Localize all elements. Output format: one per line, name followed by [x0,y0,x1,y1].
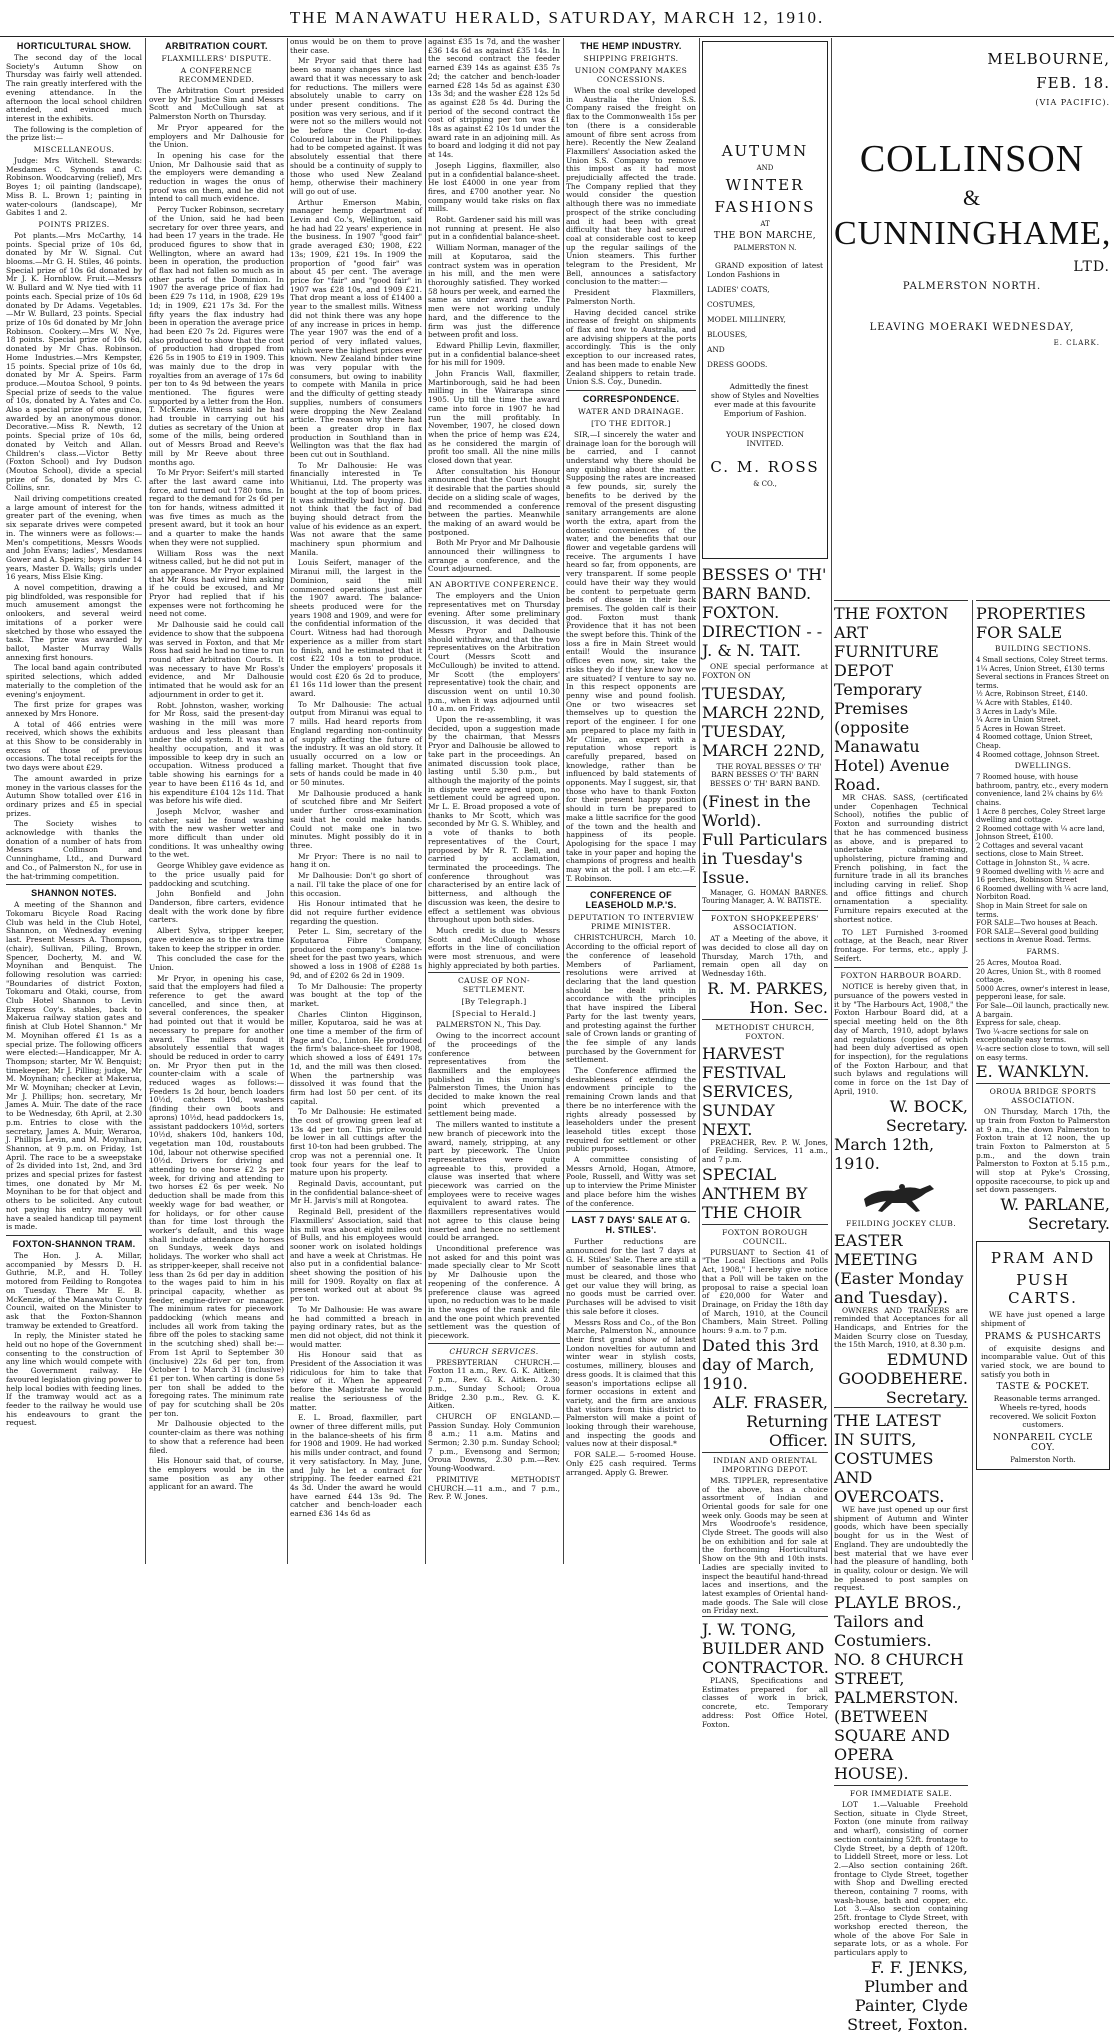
article-paragraph: His Honour said that, of course, the employers would be in the same position as any other applicant for an award. The [149,1456,284,1492]
article-paragraph: Mr Dalhousie: Don't go short of a nail. I'll take the place of one for this occasion. [290,871,422,898]
ad-headline: J. W. TONG, [702,1616,828,1639]
list-item: For Sale—Oil launch, practically new. A bargain. [976,1001,1110,1019]
ad-text: ALF. FRASER, Returning Officer. [712,1392,828,1450]
article-paragraph: Joseph McIvor, washer and catcher, said he found washing with the new washer wetter and more difficult than under old conditions. It was unhealthy owing to the wet. [149,806,284,860]
ad-text: DIRECTION - - J. & N. TAIT. [702,622,823,661]
ad-text: F. F. JENKS, Plumber and Painter, Clyde Street, Foxton. [847,1957,968,2034]
ad-text: E. CLARK. [1053,339,1100,347]
list-item: Express for sale, cheap. [976,1019,1061,1028]
article-paragraph: Louis Seifert, manager of the Miranui mill, the largest in the Dominion, said the mill commenced operations just after the 1907 award. The balance-sheets produced were for the years 1908 and 1909, and were for the confidential information of the Court. Witness had had thorough experience as a miller from start to finish, and he estimated that it cost £22 10s a ton to produce. Under the employers' proposals it would cost £20 6s 2d to produce, £1 16s 11d lower than the present award. [290,558,422,699]
ad-text: AND [756,164,774,172]
article-paragraph: Both Mr Pryor and Mr Dalhousie announced their willingness to arrange a conference, and the Court adjourned. [428,538,560,574]
article-paragraph: Reginald Davis, accountant, put in the confidential balance-sheet of Mr H. Jarvis's mill at Rongotea. [290,1179,423,1206]
ad-text: MRS. TIPPLER, representative of the above, has a choice assortment of Indian and Oriental goods for sale for one week only. Goods may be seen at Mrs Woodroofe's residence, Clyde Street. The goods will also be on exhibition and for sale at the forthcoming Horticultural Show on the 9th and 10th insts. Ladies are specially invited to inspect the beautiful hand-thread laces and insertions, and the latest examples of Oriental hand-made goods. The Sale will close on Friday next. [702,1475,828,1616]
ad-text: FEB. 18. [1036,74,1110,92]
ad-text: (Finest in the World). [702,791,811,830]
heading-hemp-industry: THE HEMP INDUSTRY. [580,41,682,51]
masthead: THE MANAWATU HERALD, SATURDAY, MARCH 12, 1910. [0,0,1114,37]
article-paragraph: Upon the re-assembling, it was decided, upon a suggestion made by the chairman, that Messrs Pryor and Dalhousie be allowed to take part in the proceedings. An animated discussion took place, lasting until 5.30 p.m., but although the majority of the points in dispute were agreed upon, no settlement could be agreed upon. Mr L. E. Broad proposed a vote of thanks to Mr Scott, which was seconded by Mr G. S. Whibley, and a vote of thanks to both representatives of the Court, proposed by Mr R. T. Bell, and carried by acclamation, terminated the proceedings. The conference throughout was characterised by an entire lack of bitterness, and although the discussion was keen, the desire to effect a settlement was obvious throughout upon both sides. [428,715,560,925]
ad-headline: FEILDING JOCKEY CLUB. [845,1218,957,1228]
column-2 [149,38,284,1558]
ad-text: TUESDAY, MARCH 22ND, [702,683,825,722]
article-paragraph: CHURCH OF ENGLAND.—Passion Sunday. Holy Communion 8 a.m.; 11 a.m. Matins and Sermon; 2.30 p.m. Sunday School; 7 p.m., Evensong and Sermon; Oroua Downs, 2.30 p.m.—Rev. Young-Woodward. [428,1411,560,1474]
article-paragraph: John Francis Wall, flaxmiller, Martinborough, said he had been milling in the Wairarapa since 1905. Up till the time the award came into force in 1907 he had run the mill profitably. In November, 1907, he closed down when the price of hemp was £24, as he considered the margin of profit too small. All the nine mills closed down that year. [428,369,560,466]
ad-text: AT [760,220,770,228]
column-4 [428,38,560,1558]
ad-line: DRESS GOODS. [707,360,768,370]
column-rule [831,38,832,1564]
list-item: 1¼ Acres, Union Street, £130 terms [976,664,1105,673]
racehorse-icon [856,1177,946,1215]
ad-text: BUILDER AND CONTRACTOR. [702,1639,829,1678]
ad-text: Temporary Premises (opposite Manawatu Hotel) Avenue Road. [834,680,950,794]
article-paragraph: To Mr Pryor: Seifert's mill started after the last award came into force, and turned out 1780 tons. In regard to the demand for 2s 6d per ton for hands, witness admitted it was five times as much as the present award, but it took an hour and a quarter to make the hands when they were not supplied. [149,468,284,547]
ad-headline: C. M. ROSS [710,458,820,477]
ad-text: PALMERSTON NORTH. [902,281,1042,292]
list-item: 25 Acres, Moutoa Road. [976,959,1062,967]
ad-headline: TASTE & POCKET. [996,1382,1090,1393]
list-item: 4 Roomed cottage, Johnson Street. [976,750,1100,759]
heading-foxton-shannon-tram: FOXTON-SHANNON TRAM. [6,1235,142,1249]
ad-text: TUESDAY, MARCH 22ND, [702,721,825,760]
ad-text: ON Thursday, March 17th, the up train from Foxton to Palmerston at 9 a.m., the down Palmerston to Foxton train at 12 noon, the up train Foxton to Palmerston at 5 p.m., and the down train Palmerston to Foxton at 5.15 p.m., will stop at Pyke's Crossing, opposite racecourse, to pick up and set down passengers. [976,1107,1110,1195]
ad-headline: AUTUMN [721,142,809,160]
article-paragraph: John Bonfield and John Danderson, fibre carters, evidence dealt with the work done by fibre carters. [149,889,284,925]
article-paragraph: To Mr Dalhousie: The actual output from Miranui was equal to 7 mills. Had heard reports from England regarding non-continuity of supply affecting the future of the industry. It was an old story. It usually occurred on a low or falling market. Thought that five sets of hands could be made in 40 or 50 minutes. [290,699,422,788]
article-paragraph: After consultation his Honour announced that the Court thought it desirable that the parties should decide on a sliding scale of wages, and recommended a conference between the parties. Meanwhile the making of an award would be postponed. [428,466,560,537]
list-item: 6 Roomed dwelling with ¼ acre land, Norbiton Road. [976,884,1109,902]
ad-text: NOTICE is hereby given that, in pursuance of the powers vested in it by "The Harbours Act, 1908," the Foxton Harbour Board did, at a special meeting held on the 8th day of March, 1910, adopt bylaws and regulations (copies of which had been duly advertised as open for inspection), for the regulations of the Foxton Harbour, and that such bylaws and regulations will come in force on the 1st Day of April, 1910. [834,982,968,1096]
article-paragraph: Unconditional preference was not asked for and this point was made specially clear to Mr Scott by Mr Dalhousie upon the reopening of the conference. A preference clause was agreed upon, no reduction was to be made in the wages of the rank and file and the one point which prevented settlement was the question of piecework. [428,1244,561,1341]
ad-text: OWNERS AND TRAINERS are reminded that Acceptances for all Handicaps, and Entries for the Maiden Scurry close on Tuesday, the 15th March, 1910, at 8.30 p.m. [834,1305,968,1350]
list-item: FOR SALE—Two houses at Beach. [976,919,1098,928]
list-item: 1 Acre 8 perches, Coley Street large dwelling and cottage. [976,807,1106,825]
ad-text: FOXTON. [702,603,780,623]
heading-correspondence: CORRESPONDENCE. [566,390,696,404]
article-paragraph: Mr Pryor said that there had been so many changes since last award that it was necessary to ask for reductions. The millers were absolutely unable to carry on under present conditions. The position was very serious, and if it were not so the millers would not be before the Court to-day. Coloured labour in the Philippines had to be competed against. It was absolutely essential that there should be a continuity of supply to those who used New Zealand hemp, otherwise their machinery will go out of use. [290,56,422,196]
ad-headline: CUNNINGHAME, [834,215,1112,252]
ad-headline: FOXTON SHOPKEEPERS' ASSOCIATION. [702,910,828,932]
ad-text: MELBOURNE, [987,50,1110,68]
column-rule [563,38,564,1564]
column-6-ads [702,38,829,1729]
list-item: 20 Acres, Union St., with 8 roomed cottage. [976,967,1102,985]
ad-line: COSTUMES, [707,300,756,310]
ad-headline: PRAM AND [990,1249,1096,1268]
list-item: Several sections in Frances Street on terms. [976,673,1110,690]
ad-line: AND [707,345,725,355]
article-paragraph: PRIMITIVE METHODIST CHURCH.—11 a.m., and 7 p.m., Rev. P. W. Jones. [428,1474,560,1502]
ad-text: PREACHER, Rev. P. W. Jones, of Feilding. Services, 11 a.m., and 7 p.m. [702,1137,828,1165]
ad-text: & CO., [753,480,777,489]
ad-bon-marche [702,41,828,559]
list-item: Cottage in Johnston St., ¼ acre. [976,859,1090,868]
subheading: FLAXMILLERS' DISPUTE. [161,54,272,63]
article-paragraph: Mr Dalhousie objected to the counter-claim as there was nothing to show that a reference had been filed. [149,1419,284,1455]
article-paragraph: William Norman, manager of the mill at Koputaroa, said the contract system was in operation in his mill, and the men were thoroughly satisfied. They worked 58 hours per week, and earned the same as under award rate. The men were not working unduly hard, and the difference to the firm was just the difference between profit and loss. [428,243,560,340]
subheading: [TO THE EDITOR.] [591,418,671,428]
ad-headline: PRAMS & PUSHCARTS [984,1331,1102,1342]
ad-text: W. PARLANE, Secretary. [1000,1195,1110,1234]
ad-text: Full Particulars in Tuesday's Issue. [702,829,828,887]
ad-headline: PROPERTIES FOR SALE [976,600,1110,642]
article-paragraph: Charles Clinton Higginson, miller, Koputaroa, said he was at one time a member of the firm of Page and Co., Linton. He produced the firm's balance-sheet for 1908, which showed a loss of £491 17s 1d, and the mill was then closed. When the partnership was dissolved it was found that the firm had lost 50 per cent. of its capital. [290,1009,422,1106]
list-item: 7 Roomed house, with house bathroom, pantry, etc., every modern convenience, land 2¼ chains by 6½ chains. [976,773,1109,807]
article-paragraph: Owing to the incorrect account of the proceedings of the conference between representatives from the flaxmillers and the employees published in this morning's Palmerston Times, the Union has decided to make known the real point which prevented a settlement being made. [428,1031,560,1119]
ad-text: IN SUITS, COSTUMES AND OVERCOATS. [834,1430,945,1507]
ad-line: LADIES' COATS, [707,285,770,295]
article-paragraph: Much credit is due to Messrs Scott and McCullough whose efforts in the line of conciliation were most strenuous, and were highly appreciated by both parties. [428,925,560,970]
ad-headline: INDIAN AND ORIENTAL IMPORTING DEPOT. [702,1452,828,1474]
list-item: ½ Acre, Robinson Street, £140. [976,690,1088,699]
ad-text: (VIA PACIFIC). [1035,98,1110,107]
article-paragraph: PALMERSTON N., This Day. [436,1020,542,1030]
ad-text: (BETWEEN SQUARE AND OPERA HOUSE). [834,1707,950,1784]
ad-headline: PLAYLE BROS., [834,1593,962,1613]
ad-headline: THE LATEST [834,1407,968,1430]
article-paragraph: The second day of the local Society's Autumn Show on Thursday was fairly well attended. The rain greatly interfered with the evening attendance. In the afternoon the local school children attended, and evinced much interest in the exhibits. [6,53,142,123]
ad-text: ONE special performance at FOXTON ON [702,662,828,680]
article-paragraph: The amount awarded in prize money in the various classes for the Autumn Show totalled over £16 in ordinary prizes and £5 in special prizes. [6,773,142,818]
heading-leasehold-conference: CONFERENCE OF LEASEHOLD M.P.'S. [566,886,696,910]
subheading: POINTS PRIZES. [38,219,110,229]
article-paragraph: Mr Dalhousie said he could call evidence to show that the subpoena was served in Foxton, and that Mr Ross had said he had no time to run round after Arbitration Courts. It was necessary to have Mr Ross's evidence, and Mr Dalhousie intimated that he would ask for an adjournment in order to get it. [149,620,285,699]
list-item: 2 Cottages and several vacant sections, close to Main Street. [976,841,1084,859]
article-paragraph: Mr Dalhousie produced a hank of scutched fibre and Mr Seifert under further cross-examination said that he could make hands. Could not make one in two minutes. Might possibly do it in three. [290,788,422,850]
article-paragraph: President Flaxmillers, Palmerston North. [566,288,696,306]
article-paragraph: Further reductions are announced for the last 7 days at G. H. Stiles' Sale. There are still a number of seasonable lines that must be cleared, and those who get our value they will bring, as no goods must be carried over. Purchases will be advised to visit this sale before it closes. [566,1237,696,1316]
ad-headline: BESSES O' TH' BARN BAND. [702,565,827,604]
subheading: [Special to Herald.] [452,1009,536,1019]
ad-text: R. M. PARKES, Hon. Sec. [707,978,828,1017]
article-paragraph: A total of 466 entries were received, which shows the exhibits at this Show to be considerably in excess of those of previous occasions. The total receipts for the two days were about £29. [6,719,142,773]
article-paragraph: The millers wanted to institute a new branch of piecework into the award, namely, stripping, at any part by piecework. The Union representatives were quite agreeable to this, provided a clause was inserted that where piecework was carried on the employees were to receive wages equivalent to award rates. The flaxmillers representatives would not agree to this clause being inserted and hence no settlement could be arranged. [428,1120,560,1243]
heading-arbitration-court: ARBITRATION COURT. [165,41,268,51]
column-8-ads [972,600,1110,1560]
ad-headline: PUSH CARTS. [1008,1271,1078,1308]
article-paragraph: Pot plants.—Mrs McCarthy, 14 points. Special prize of 10s 6d, donated by Mr W. Signal. Cut blooms.—Mr G. H. Stiles, 46 points. Special prize of 10s 6d donated by Mr J. K. Hornblow. Fruit.—Messrs W. Bullard and W. Nye tied with 11 points each. Special prize of 10s 6d donated by Dr Adams. Vegetables.—Mr W. Bullard, 23 points. Special prize of 10s 6d donated by Mr John Robinson. Cookery.—Mrs W. Nye, 18 points. Special prize of 10s 6d, donated by Mr Chas. Robinson. Home Industries.—Mrs Kempster, 15 points. Special prize of 10s 6d, donated by Mr A. Speirs. Farm produce.—Moutoa School, 9 points. Special prize of seeds to the value of 10s, donated by A. Yates and Co. Also a special prize of one guinea, awarded by an anonymous donor. Decorative.—Miss R. Newth, 12 points. Special prize of 10s 6d, donated by Veitch and Allan. Children's class.—Victor Betty (Foxton School) and Ivy Dudson (Moutoa School), divide a special prize of 5s, donated by Mrs C. Collins, snr. [6,230,142,493]
article-paragraph: The local band again contributed spirited selections, which added materially to the completion of the evening's enjoyment. [6,663,142,699]
column-rule [287,38,288,1564]
list-item: ¼ Acre with Stables, £140. [976,698,1073,707]
ad-text: LOT 1.—Valuable Freehold Section, situate in Clyde Street, Foxton (one minute from railway and wharf), consisting of corner section containing 52ft. frontage to Clyde Street, by a depth of 120ft. to Liddell Street, more or less. Lot 2.—Also section containing 26ft. frontage to Clyde Street, together with Shop and Dwelling erected thereon, containing 7 rooms, with wash-house, bath and copper, etc. Lot 3.—Also section containing 25ft. frontage to Clyde Street, with workshop erected thereon, the whole of the above For Sale in separate lots, or as a whole. For particulars apply to [834,1800,968,1957]
subheading: [By Telegraph.] [461,997,527,1007]
column-rule [699,38,700,1564]
ad-text: AT a Meeting of the above, it was decided to close all day on Thursday, March 17th, and remain open all day on Wednesday 16th. [702,934,828,978]
article-paragraph: PRESBYTERIAN CHURCH.—Foxton 11 a.m., Rev. G. K. Aitken; 7 p.m., Rev. G. K. Aitken. 2.30 p.m., Sunday School; Oroua Bridge 2.30 p.m., Rev. G. K. Aitken. [428,1357,560,1411]
ad-text: TO LET Furnished 3-roomed cottage, at the Beach, near River frontage. For terms, etc., apply J. Seifert. [834,927,968,963]
list-item: 5 Acres in Howan Street. [976,724,1066,733]
subheading: A CONFERENCE RECOMMENDED. [178,66,255,84]
ad-text: EDMUND GOODBEHERE. Secretary. [838,1350,968,1408]
ad-text: LEAVING MOERAKI WEDNESDAY, [869,322,1075,333]
list-item: 4 Roomed cottage, Union Street, Cheap. [976,733,1093,750]
ad-text: PALMERSTON N. [733,244,797,252]
ad-text: of exquisite designs and incomparable value. Out of this varied stock, we are bound to satisfy you both in [981,1343,1105,1379]
article-paragraph: CHRISTCHURCH, March 10. According to the official report of the conference of leasehold Members of Parliament, resolutions were arrived at declaring that the land question should be dealt with in accordance with the principles that have inspired the Liberal Party for the last twenty years, and protesting against the further sale of Crown lands or granting of the fee simple of any lands purchased by the Government for settlement. [566,933,696,1065]
list-item: Shop in Main Street for sale on terms. [976,902,1088,919]
list-item: 3 Acres in Lady's Mile. [976,707,1057,716]
article-paragraph: When the coal strike developed in Australia the Union S.S. Company raised the freight on flax to the Commonwealth 15s per ton (there is a considerable amount of fibre sent across from here). Recently the New Zealand Flaxmillers' Association asked the Union S.S. Company to remove this impost as it had most prejudicially affected the trade. The Company replied that they would consider the question although there was no immediate prospect of the strike concluding and it had been with great difficulty that they had secured coal at considerable cost to keep up the regular sailings of the Union steamers. This further telegram to the President, Mr Bell, announces a satisfactory conclusion to the matter:— [566,86,696,287]
ad-text: WE have just opened a large shipment of [981,1310,1105,1328]
ad-headline: FOXTON BOROUGH COUNCIL. [702,1224,828,1246]
ad-text: PURSUANT to Section 41 of "The Local Elections and Polls Act, 1908," I hereby give notice that a Poll will be taken on the proposal to raise a special loan of £20,000 for Water and Drainage, on Friday the 18th day of March, 1910, at the Council Chambers, Main Street. Polling hours: 9 a.m. to 7 p.m. [702,1247,828,1336]
ad-prams [976,1241,1110,1470]
ad-headline: & [962,185,982,210]
ad-line: BLOUSES, [707,330,748,340]
article-paragraph: A meeting of the Shannon and Tokomaru Bicycle Road Racing Club was held in the Club Hotel, Shannon, on Wednesday evening last. Present Messrs A. Thompson, (chair), Sullivan, Pilling, Brown, Spencer, Docherty, M. and W. Moynihan and Benquist. The following resolution was carried: "Boundaries of district Foxton, Tokomaru and Otaki, course, from Club Hotel Shannon to Levin Express Coy's. stables, back to Makerua railway station gates and finish at Club Hotel Shannon." Mr M. Moynihan offered £1 1s as a special prize. The following officers were elected:—Handicapper, Mr A. Thompson; starter, Mr W. Benquist; timekeeper, Mr J. Pilling; judge, Mr M. Moynihan; checker at Makerua, Mr W. Moynihan; checker at Levin, Mr J. Phillips; hon. secretary, Mr James A. Muir. The date of the race to be Wednesday, 6th April, at 2.30 p.m. Entries to close with the secretary, James A. Muir, Weraroa, J. Phillips Levin, and M. Moynihan, Shannon, at 9 p.m. on Friday, 1st April. The race to be a sweepstake of 2s divided into 1st, 2nd, and 3rd prizes and special prizes for fastest times, one donated by Mr M. Moynihan to be for that object and others to be solicited. Any cutout not paying his entry money will have a sealed handicap till payment is made. [6,900,142,1232]
article-paragraph: Nail driving competitions created a large amount of interest for the greater part of the evening, when six separate drives were competed in. The winners were as follows:—Men's competitions, Messrs Woods and John Evans; ladies', Mesdames Gower and A. Speirs; boys under 14 years, Master D. Walls; girls under 16 years, Miss Elsie King. [6,494,142,582]
article-paragraph: Mr Pryor, in opening his case, said that the employers had filed a reference to get the award cancelled, and since then, at several conferences, the speaker had pointed out that it would be necessary to prepare for another award. The millers found it absolutely essential that wages should be reduced in order to carry on. Mr Pryor then put in the counter-claim with a scale of reduced wages as follows:— Feeders 1s 2d hour, bench loaders 10½d, catchers 10d, washers (finding their own boots and aprons) 10½d, head paddockers 1s, assistant paddockers 10½d, sorters 10½d, shakers 10d, hankers 10d, vegetation man 10d, roustabouts 10d, labour not otherwise specified 10½d. Drivers for driving and attending to one horse £2 2s per week, for driving and attending to two horses £2 6s per week. No deduction shall be made from this weekly wage for bad weather, or for holidays, or for other cause than for time lost through the worker's default, and this wage shall include attendance to horses on Sundays, week days and holidays. The worker who shall act as stripper-keeper, shall receive not less than 2s 6d per day in addition to the wages paid to him in his principal capacity, whether as feeder, engine-driver or manager. The minimum rates for piecework paddocking (which means and includes all work from taking the fibre off the poles to stacking same in the scutching shed) shall be:—From 1st April to September 30 (inclusive) 22s 6d per ton, from October 1 to March 31 (inclusive) £1 per ton. When carting is done 5s per ton shall be added to the foregoing rates. The minimum rate of pay for scutching shall be 20s per ton. [149,973,284,1418]
article-paragraph: In reply, the Minister stated he held out no hope of the Government consenting to the construction of any line which would compete with the Government railway. He favoured legislation giving power to help local bodies with feeding lines. If the tramway would act as a feeder to the railway he would use his endeavours to grant the request. [6,1331,142,1428]
ad-headline: E. WANKLYN. [976,1062,1090,1082]
ad-text: Manager, G. HOMAN BARNES. Touring Manager, A. W. BATISTE. [702,888,828,906]
list-item: Two ¼-acre sections for sale on exceptionally easy terms. [976,1027,1089,1045]
ad-text: THE BON MARCHE, [713,231,817,241]
article-paragraph: E. L. Broad, flaxmiller, part owner of three different mills, put in the balance-sheets of his firm for 1908 and 1909. He had worked his mills under contract, and found it very satisfactory. In May, June, and July he let a contract for stripping. The feeder earned £21 4s 3d. Under the award he would have earned £44 13s 9d. The catcher and bench-loader each earned £36 14s 6d as [290,1413,422,1519]
ad-text: Admittedly the finest show of Styles and Novelties ever made at this favourite Emporium of Fashion. [711,382,819,418]
ad-collinson-cunninghame [834,38,1110,598]
article-paragraph: Edward Phillip Levin, flaxmiller, put in a confidential balance-sheet for his mill for 1909. [428,340,560,368]
subheading: MISCELLANEOUS. [33,145,115,155]
article-paragraph: William Ross was the next witness called, but he did not put in an appearance. Mr Pryor explained that Mr Ross had wired him asking if he could be excused, and Mr Pryor had replied that if his expenses were not forthcoming he need not come. [149,548,284,619]
ad-text: March 12th, 1910. [834,1134,935,1173]
article-paragraph: Having decided cancel strike increase of freight on shipments of flax and tow to Australia, and are advising shippers at the ports accordingly. This is the only exception to our increased rates, and has been made to enable New Zealand shippers to retain trade. Union S.S. Coy., Dunedin. [566,307,696,387]
article-paragraph: Arthur Emerson Mabin, manager hemp department of Levin and Co.'s, Wellington, said he had had 22 years' experience in the business. In 1907 "good fair" grade averaged £30; 1908, £22 13s; 1909, £21 19s. In 1909 the proportion of "good fair" was about 45 per cent. The average price for "fair" and "good fair" in 1907 was £28 10s, and 1909 £21. That drop meant a loss of £1400 a year to the smallest mills. Witness did not think there was any hope of any increase in prices in hemp. The year 1907 was the end of a period of very inflated values, which were the highest prices ever known. New Zealand binder twine was very popular with the consumers, but owing to inability to compete with Manila in price and the difficulty of getting steady supplies, numbers of consumers were dropping the New Zealand article. The reason why there had been a greater drop in flax production in Southland than in Wellington was that the flax had been cut out in Southland. [290,197,422,460]
ad-headline: COLLINSON [859,138,1085,180]
column-3 [290,38,422,1558]
article-paragraph: The Arbitration Court presided over by Mr Justice Sim and Messrs Scott and McCullough sat at Palmerston North on Thursday. [149,86,284,122]
article-paragraph: In opening his case for the Union, Mr Dalhousie said that as the employers were demanding a reduction in wages the onus of proof was on them, and he did not intend to call much evidence. [149,150,284,204]
article-paragraph: Percy Tucker Robinson, secretary of the Union, said he had been secretary for over three years, and had been 17 years in the trade. He produced figures to show that in Wellington, where an award had been in operation, the production of flax had not fallen so much as in other parts of the Dominion. In 1907 the average price of flax had been £29 7s 11d, in 1908, £29 19s 1d; in 1909, £21 17s 3d. For the fifty years the flax industry had been in operation the average price had been £20 7s 2d. Figures were also produced to show that the cost of production had dropped from £26 5s in 1905 to £19 in 1909. This was mainly due to the drop in royalties from an average of 17s 6d per ton to 4s 9d between the years mentioned. The figures were supported by a letter from the Hon. T. McKenzie. Witness said he had had trouble in carrying out his duties as secretary of the Union at some of the mills, being ordered out of Messrs Broad and Reeve's mill by Mr Reeve about three months ago. [149,205,284,467]
subheading: CHURCH SERVICES. [428,1343,560,1356]
article-paragraph: Reginald Bell, president of the Flaxmillers' Association, said that his mill was about eight miles out of Bulls, and his employees would sooner work on isolated holdings and have a week at Christmas. He also put in a confidential balance-sheet showing the position of his mill for 1909. Royalty on flax at present worked out at about 9s per ton. [290,1207,422,1304]
subheading: DEPUTATION TO INTERVIEW PRIME MINISTER. [567,913,695,932]
ad-text: EASTER MEETING (Easter Monday and Tuesday). [834,1230,964,1307]
ad-headline: DWELLINGS. [1014,761,1072,771]
column-rule [425,38,426,1564]
article-paragraph: onus would be on them to prove their case. [290,37,422,55]
subheading: CAUSE OF NON-SETTLEMENT. [428,972,560,994]
subheading: SHIPPING FREIGHTS. [583,54,679,63]
ad-text: THE ROYAL BESSES O' TH' BARN BESSES O' TH' BARN BESSES O' TH' BARN BAND. [709,761,822,789]
ad-headline: WINTER [725,176,805,194]
ad-headline: FASHIONS [714,198,816,216]
list-item: FOR SALE—Several good building sections in Avenue Road. Terms. [976,927,1099,945]
ad-headline: HARVEST FESTIVAL SERVICES, SUNDAY NEXT. [702,1043,794,1139]
article-paragraph: The Conference affirmed the desirableness of extending the endowment principle to the remaining Crown lands and that there be no interference with the rights already possessed by leaseholders under the present leasehold titles except those required for settlement or other public purposes. [566,1066,696,1154]
ad-headline: OROUA BRIDGE SPORTS ASSOCIATION. [976,1083,1110,1105]
article-paragraph: His Honour said that as President of the Association it was ridiculous for him to take that view of it. When he appeared before the Magistrate he would realise the seriousness of the matter. [290,1350,422,1412]
article-paragraph: Robt. Gardener said his mill was not running at present. He also put in a confidential balance-sheet. [428,215,560,242]
ad-text: SPECIAL ANTHEM BY THE CHOIR [702,1164,808,1222]
article-paragraph: A committee consisting of Messrs Arnold, Hogan, Atmore, Poole, Russell, and Witty was set up to interview the Prime Minister and place before him the wishes of the conference. [566,1155,696,1208]
list-item: 9 Roomed dwelling with ½ acre and 16 perches, Robinson Street [976,867,1105,885]
ad-text: Dated this 3rd day of March, 1910. [702,1335,819,1393]
ad-headline: METHODIST CHURCH, FOXTON. [702,1019,828,1041]
ad-text: LTD. [1073,259,1110,275]
article-paragraph: The following is the completion of the prize list:— [6,124,142,143]
list-item: 5000 Acres, owner's interest in lease, pepperoni lease, for sale. [976,984,1110,1002]
article-paragraph: To Mr Dalhousie: He estimated the cost of growing green leaf at 13s 4d per ton. This price would be lower in all cuttings after the first 10-ton had been grubbed. The crop was not a perennial one. It took four years for the leaf to mature upon his property. [290,1107,422,1178]
ad-headline: FOR IMMEDIATE SALE. [834,1785,968,1798]
heading-horticultural-show: HORTICULTURAL SHOW. [16,41,132,51]
ad-text: Palmerston North. [1010,1456,1076,1465]
ad-text: PLANS, Specifications and Estimates prepared for all classes of work in brick, concrete, etc. Temporary address: Post Office Hotel, Foxton. [702,1676,828,1729]
subheading: AN ABORTIVE CONFERENCE. [428,576,560,589]
article-paragraph: His Honour intimated that he did not require further evidence regarding the question. [290,899,422,926]
article-paragraph: Messrs Ross and Co., of the Bon Marche, Palmerston N., announce their first grand show of latest London novelties for autumn and winter wear in stylish costs, costumes, millinery, blouses and dress goods. It is claimed that this season's importations eclipse all former occasions in extent and variety, and the firm are anxious that visitors from this district to Palmerston will make a point of looking through their warehouse, and inspecting the goods and values now at their disposal.* [566,1317,696,1449]
column-rule [145,38,146,1564]
article-paragraph: Joseph Liggins, flaxmiller, also put in a confidential balance-sheet. He lost £4000 in one year from fires, and £700 another year. No company would take risks on flax mills. [428,160,560,214]
heading-stiles-sale: LAST 7 DAYS' SALE AT G. H. STILES'. [566,1211,696,1235]
ad-text: Reasonable terms arranged. Wheels re-tyred, hoods recovered. We solicit Foxton customers. [989,1394,1101,1430]
article-paragraph: This concluded the case for the Union. [149,954,284,972]
subheading: UNION COMPANY MAKES CONCESSIONS. [574,66,688,84]
article-paragraph: George Whibley gave evidence as to the price usually paid for paddocking and scutching. [149,861,284,888]
article-paragraph: Mr Pryor: There is no nail to hang it on. [290,851,422,870]
ad-headline: THE FOXTON ART FURNITURE DEPOT [834,600,968,680]
article-paragraph: The first prize for grapes was annexed by Mrs Honore. [6,700,142,718]
article-paragraph: Peter L. Sim, secretary of the Koputaroa Fibre Company, produced the company's balance-sheet for the past two years, which showed a loss in 1908 of £288 1s 9d, and of £202 6s 2d in 1909. [290,927,422,980]
ad-headline: BUILDING SECTIONS. [994,644,1092,653]
column-7-ads [834,600,968,2034]
list-item: ¼-acre section close to town, will sell on easy terms. [976,1044,1110,1062]
subheading: WATER AND DRAINAGE. [578,406,684,416]
list-item: ¼ Acre in Union Street. [976,716,1061,725]
column-5 [566,38,696,1558]
article-paragraph: FOR SALE.— 5-roomed House. Only £25 cash required. Terms arranged. Apply G. Brewer. [566,1450,696,1477]
article-paragraph: A novel competition, drawing a pig blindfolded, was responsible for much amusement amongst the onlookers, and several weird imitations of a porker were sketched by those who essayed the task. The prize was awarded by ballot, Master Murray Walls annexing first honours. [6,583,142,662]
heading-shannon-notes: SHANNON NOTES. [6,884,142,898]
ad-text: GRAND exposition of latest London Fashions in [707,261,823,279]
article-paragraph: The Hon. J. A. Millar, accompanied by Messrs D. H. Guthrie, M.P., and H. Tolley motored from Feilding to Rongotea on Tuesday. There Mr E. B. McKenzie, of the Manawatu County Council, waited on the Minister to ask that the Foxton-Shannon tramway be extended to Greatford. [6,1251,142,1330]
article-paragraph: Albert Sylva, stripper keeper, gave evidence as to the extra time taken to keep the stripper in order. [149,926,284,953]
ad-text: Tailors and Costumiers. [834,1612,932,1651]
ad-text: W. BOCK, Secretary. [885,1096,968,1135]
list-item: 4 Small sections, Coley Street terms. [976,656,1108,664]
article-paragraph: To Mr Dalhousie: He was financially interested in Te Whitianui, Ltd. The property was bought at the top of boom prices. It was admittedly bad buying. Did not think that the fact of bad buying should detract from the value of his evidence as an expert. Was not aware that the same machinery spun phormium and Manila. [290,460,422,557]
list-item: 2 Roomed cottage with ¼ acre land, Johnson Street, £100. [976,824,1105,842]
ad-text: NO. 8 CHURCH STREET, PALMERSTON. [834,1650,964,1708]
article-paragraph: SIR,—I sincerely the water and drainage loan for the borough will be carried, and I cannot understand why there should be any quibbling about the matter. Supposing the rates are increased a few pounds, sir, surely the benefits to be derived by the removal of the present disgusting sanitary arrangements are alone worth the extra, apart from the domestic conveniences of the water, and the benefits that our flower and vegetable gardens will receive. The arguments I have heard so far, from opponents, are very transparent. If some people could have their way they would be content to perpetuate germ beds of disease in their back premises. The golden calf is their god. Foxton must thank Providence that it has not been the swept before this. Think of the loss a fire in Main Street would entail! Would the insurance offices even now, sir, take the risks they do if they knew how we are situated? I venture to say no. In this respect opponents are penny wise and pound foolish. One or two wiseacres set themselves up to question the report of the engineer. I for one am prepared to place my faith in Mr Climie, an expert with a reputation whose report is carefully prepared, based on knowledge, rather than be influenced by bald statements of opponents. May I suggest, sir, that those who have to thank Foxton for their present happy position should in turn be prepared to make a little sacrifice for the good of the town and the health and happiness of its people. Apologising for the space I may take in your paper and hoping the champions of progress and health may win at the poll. I am etc.—F. T. Robinson. [566,429,697,883]
article-paragraph: The employers and the Union representatives met on Thursday evening. After some preliminary discussion, it was decided that Messrs Pryor and Dalhousie should withdraw, and that the two representatives on the Arbitration Court (Messrs Scott and McCullough) be invited to attend. Mr Scott (the employers' representative) took the chair, and discussion went on until 10.30 p.m., when it was adjourned until 10 a.m. on Friday. [428,591,560,714]
ad-text: MR CHAS. SASS, (certificated under Copenhagen Technical School), notifies the public of Foxton and surrounding district that he has commenced business as above, and is prepared to undertake cabinet-making, upholstering, picture framing and French polishing, in fact the furniture trade in all its branches including carving in relief. Shop and office fittings and church ornamentation a speciality. Furniture repairs executed at the shortest notice. [834,793,968,924]
article-paragraph: against £35 1s 7d, and the washer £36 14s 6d as against £35 14s. In the second contract the feeder earned £39 14s as against £35 7s 2d; the catcher and bench-loader earned £28 14s 5d as against £30 13s 3d; and the washer £28 12s 5d as against £28 5s 4d. During the period of the second contract the cost of stripping per ton was £1 18s as against £2 10s 1d under the award rate in an adjoining mill. As to board and lodging it did not pay at 14s. [428,37,560,160]
ad-line: MODEL MILLINERY, [707,315,786,325]
ad-text: YOUR INSPECTION INVITED. [725,430,804,449]
article-paragraph: The Society wishes to acknowledge with thanks the donation of a number of hats from Messrs Collinson and Cunninghame, Ltd., and Durward and Co., of Palmerston N., for use in the hat-trimming competition. [6,819,142,881]
property-list [976,656,1110,1062]
article-paragraph: Robt. Johnston, washer, working for Mr Ross, said the present-day washing in the mill was more arduous and less pleasant than under the old system. It was not a healthy occupation, and it was impossible to keep dry in such an occupation. Witness produced a table showing his earnings for a year to have been £116 4s 1d, and his expenditure £104 12s 11d. That was before his wife died. [149,700,284,806]
article-paragraph: To Mr Dalhousie: The property was bought at the top of the market. [290,981,422,1008]
ad-headline: FOXTON HARBOUR BOARD. [834,967,968,980]
article-paragraph: To Mr Dalhousie: He was aware he had committed a breach in paying ordinary rates, but as the men did not object, did not think it would matter. [290,1304,422,1349]
article-paragraph: Judge: Mrs Witchell. Stewards: Mesdames C. Symonds and C. Robinson. Woodcarving (relief), Mrs Boyes 1; oil painting (landscape), Miss B. L. Brown 1; painting in water-colours (landscape), Mr Gabites 1 and 2. [6,156,142,218]
ad-text: WE have just opened up our first shipment of Autumn and Winter goods, which have been specially bought for us in the West of England. They are undoubtedly the best material that we have ever had the pleasure of handling, both in quality, colour or design. We will be pleased to post samples on request. [834,1505,968,1593]
column-1 [6,38,142,1558]
ad-headline: NONPAREIL CYCLE COY. [992,1433,1094,1454]
article-paragraph: Mr Pryor appeared for the employers and Mr Dalhousie for the Union. [149,122,284,150]
ad-headline: FARMS. [1026,947,1060,956]
